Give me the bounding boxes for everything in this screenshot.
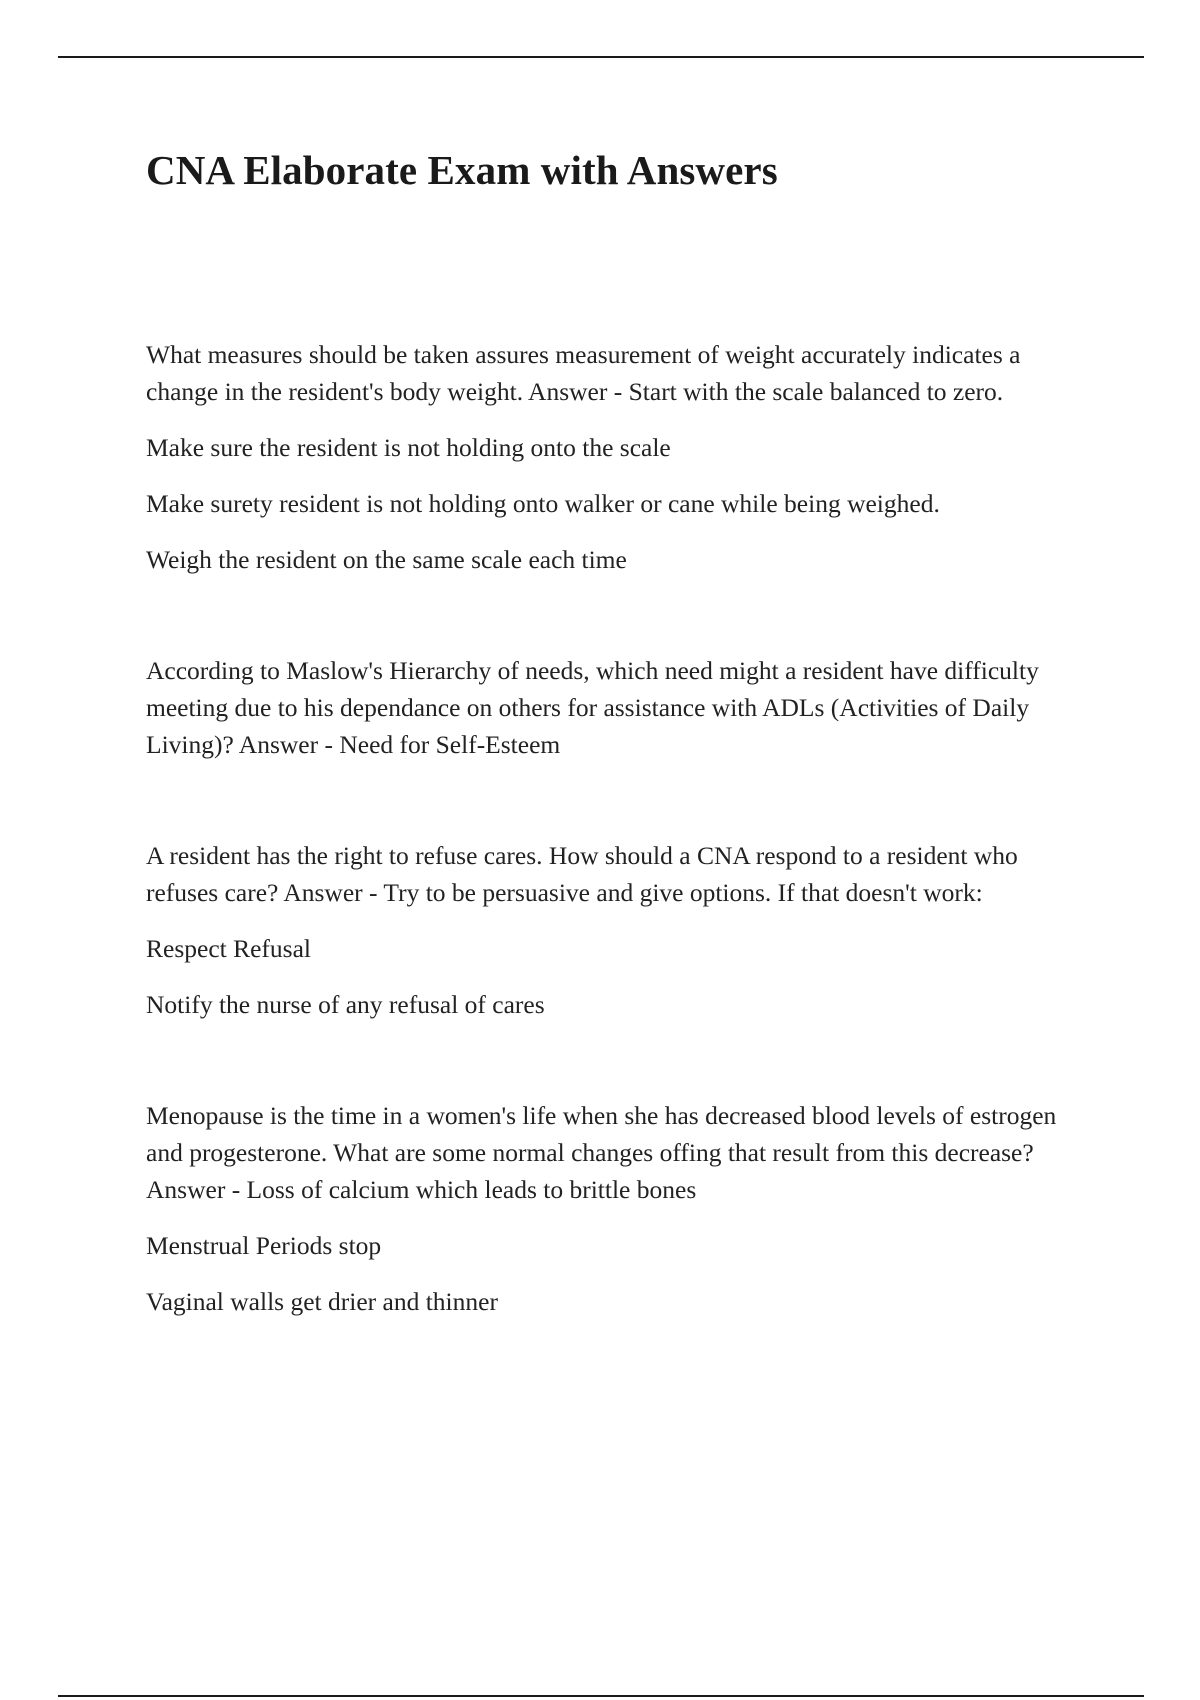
answer-item: Respect Refusal [146, 934, 311, 963]
footer-rule [58, 1695, 1144, 1697]
answer-item: Menstrual Periods stop [146, 1231, 382, 1260]
answer-item: Weigh the resident on the same scale each time [146, 545, 627, 574]
qa-section-maslow [146, 652, 1076, 763]
question-maslow-hierarchy: According to Maslow's Hierarchy of needs, which need might a resident have difficulty meeting due to his dependance on others for assistance with ADLs (Activities of Daily Living)? Answer - Need for Self-Esteem [146, 656, 1039, 759]
answer-item: Make surety resident is not holding onto walker or cane while being weighed. [146, 489, 940, 518]
document-body [146, 336, 1076, 1320]
qa-section-refusal [146, 837, 1076, 1023]
document-title: CNA Elaborate Exam with Answers [146, 147, 778, 193]
qa-section-menopause [146, 1097, 1076, 1320]
header-rule [58, 56, 1144, 58]
question-care-refusal: A resident has the right to refuse cares. How should a CNA respond to a resident who refuses care? Answer - Try to be persuasive and give options. If that doesn't work: [146, 841, 1018, 907]
question-menopause: Menopause is the time in a women's life when she has decreased blood levels of estrogen and progesterone. What are some normal changes offing that result from this decrease? Answer - Loss of calcium which leads to brittle bones [146, 1101, 1057, 1204]
qa-section-weight [146, 336, 1076, 578]
answer-item: Vaginal walls get drier and thinner [146, 1287, 498, 1316]
answer-item: Notify the nurse of any refusal of cares [146, 990, 545, 1019]
answer-item: Make sure the resident is not holding onto the scale [146, 433, 671, 462]
question-weight-measurement: What measures should be taken assures measurement of weight accurately indicates a change in the resident's body weight. Answer - Start with the scale balanced to zero. [146, 340, 1021, 406]
